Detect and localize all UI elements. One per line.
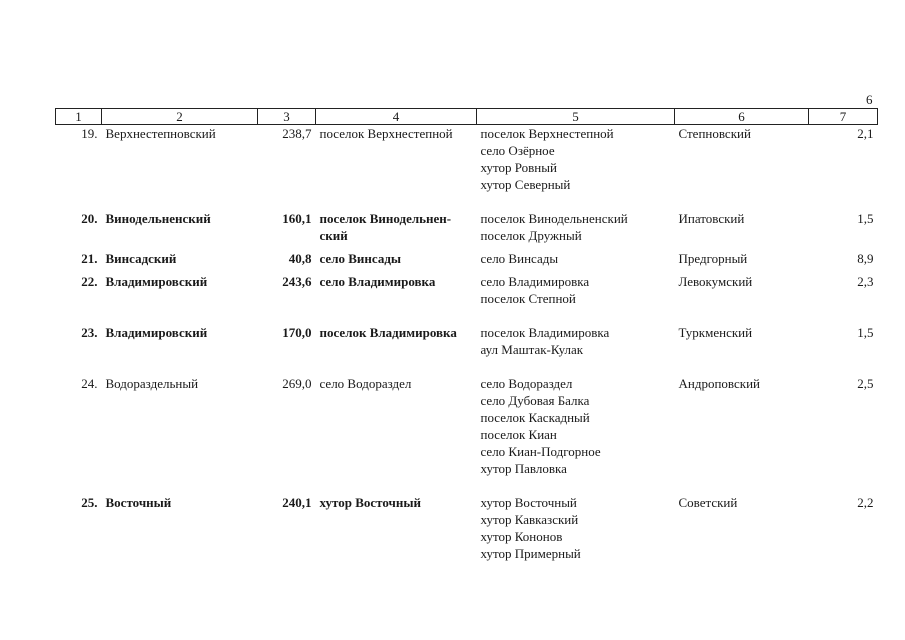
settlement-item: село Киан-Подгорное bbox=[480, 444, 601, 459]
area-value: 243,6 bbox=[282, 274, 312, 289]
table-row bbox=[56, 375, 878, 494]
column-header: 2 bbox=[102, 109, 258, 125]
settlement-item: село Дубовая Балка bbox=[480, 393, 590, 408]
settlements-list bbox=[477, 210, 675, 250]
settlement-item: село Водораздел bbox=[480, 376, 573, 391]
area-value: 160,1 bbox=[282, 211, 312, 226]
table-row bbox=[56, 125, 878, 211]
row-number: 19. bbox=[81, 126, 98, 141]
column-header: 6 bbox=[675, 109, 809, 125]
municipality-name: Винсадский bbox=[105, 251, 177, 266]
table-body bbox=[56, 125, 878, 563]
district-name: Советский bbox=[678, 495, 738, 510]
column-header: 1 bbox=[56, 109, 102, 125]
admin-center: поселок Винодельнен-ский bbox=[319, 211, 452, 243]
settlement-item: поселок Киан bbox=[480, 427, 557, 442]
settlements-list bbox=[477, 494, 675, 562]
table-row bbox=[56, 494, 878, 562]
settlement-item: поселок Дружный bbox=[480, 228, 582, 243]
table-row bbox=[56, 324, 878, 375]
settlement-item: хутор Павловка bbox=[480, 461, 567, 476]
row-number: 22. bbox=[81, 274, 98, 289]
settlement-item: село Озёрное bbox=[480, 143, 555, 158]
admin-center: хутор Восточный bbox=[319, 495, 421, 510]
admin-center: поселок Владимировка bbox=[319, 325, 457, 340]
row-number: 24. bbox=[81, 376, 98, 391]
municipality-name: Винодельненский bbox=[105, 211, 211, 226]
ratio-value: 2,1 bbox=[857, 126, 874, 141]
admin-center: село Винсады bbox=[319, 251, 402, 266]
row-number: 23. bbox=[81, 325, 98, 340]
table-row bbox=[56, 273, 878, 324]
table-row bbox=[56, 250, 878, 273]
district-name: Туркменский bbox=[678, 325, 753, 340]
column-number-row bbox=[56, 109, 878, 125]
admin-center: село Владимировка bbox=[319, 274, 436, 289]
column-header: 7 bbox=[809, 109, 878, 125]
settlement-item: поселок Каскадный bbox=[480, 410, 590, 425]
admin-center: село Водораздел bbox=[319, 376, 412, 391]
admin-center: поселок Верхнестепной bbox=[319, 126, 453, 141]
settlements-list bbox=[477, 273, 675, 324]
column-header: 4 bbox=[316, 109, 477, 125]
settlement-item: поселок Владимировка bbox=[480, 325, 610, 340]
area-value: 238,7 bbox=[282, 126, 312, 141]
settlement-item: хутор Примерный bbox=[480, 546, 581, 561]
ratio-value: 1,5 bbox=[857, 325, 874, 340]
settlement-item: хутор Восточный bbox=[480, 495, 577, 510]
municipality-name: Водораздельный bbox=[105, 376, 199, 391]
page-number: 6 bbox=[866, 92, 873, 107]
municipality-name: Владимировский bbox=[105, 274, 208, 289]
municipality-name: Восточный bbox=[105, 495, 172, 510]
area-value: 170,0 bbox=[282, 325, 312, 340]
municipality-name: Владимировский bbox=[105, 325, 208, 340]
settlements-list bbox=[477, 375, 675, 494]
area-value: 269,0 bbox=[282, 376, 312, 391]
municipality-name: Верхнестепновский bbox=[105, 126, 216, 141]
ratio-value: 2,5 bbox=[857, 376, 874, 391]
table-row bbox=[56, 210, 878, 250]
settlements-table bbox=[55, 108, 878, 562]
column-header: 3 bbox=[258, 109, 316, 125]
ratio-value: 1,5 bbox=[857, 211, 874, 226]
settlement-item: хутор Северный bbox=[480, 177, 571, 192]
ratio-value: 2,2 bbox=[857, 495, 874, 510]
ratio-value: 2,3 bbox=[857, 274, 874, 289]
settlements-list bbox=[477, 125, 675, 211]
settlement-item: поселок Винодельненский bbox=[480, 211, 628, 226]
settlement-item: село Владимировка bbox=[480, 274, 590, 289]
area-value: 40,8 bbox=[288, 251, 312, 266]
settlement-item: аул Маштак-Кулак bbox=[480, 342, 584, 357]
row-number: 21. bbox=[81, 251, 98, 266]
district-name: Предгорный bbox=[678, 251, 748, 266]
settlements-list bbox=[477, 250, 675, 273]
settlement-item: село Винсады bbox=[480, 251, 559, 266]
settlement-item: хутор Кононов bbox=[480, 529, 563, 544]
district-name: Степновский bbox=[678, 126, 751, 141]
column-header: 5 bbox=[477, 109, 675, 125]
district-name: Андроповский bbox=[678, 376, 760, 391]
settlement-item: поселок Степной bbox=[480, 291, 576, 306]
district-name: Ипатовский bbox=[678, 211, 745, 226]
settlement-item: поселок Верхнестепной bbox=[480, 126, 614, 141]
area-value: 240,1 bbox=[282, 495, 312, 510]
district-name: Левокумский bbox=[678, 274, 753, 289]
settlements-list bbox=[477, 324, 675, 375]
settlement-item: хутор Кавказский bbox=[480, 512, 579, 527]
row-number: 20. bbox=[81, 211, 98, 226]
settlement-item: хутор Ровный bbox=[480, 160, 557, 175]
ratio-value: 8,9 bbox=[857, 251, 874, 266]
row-number: 25. bbox=[81, 495, 98, 510]
